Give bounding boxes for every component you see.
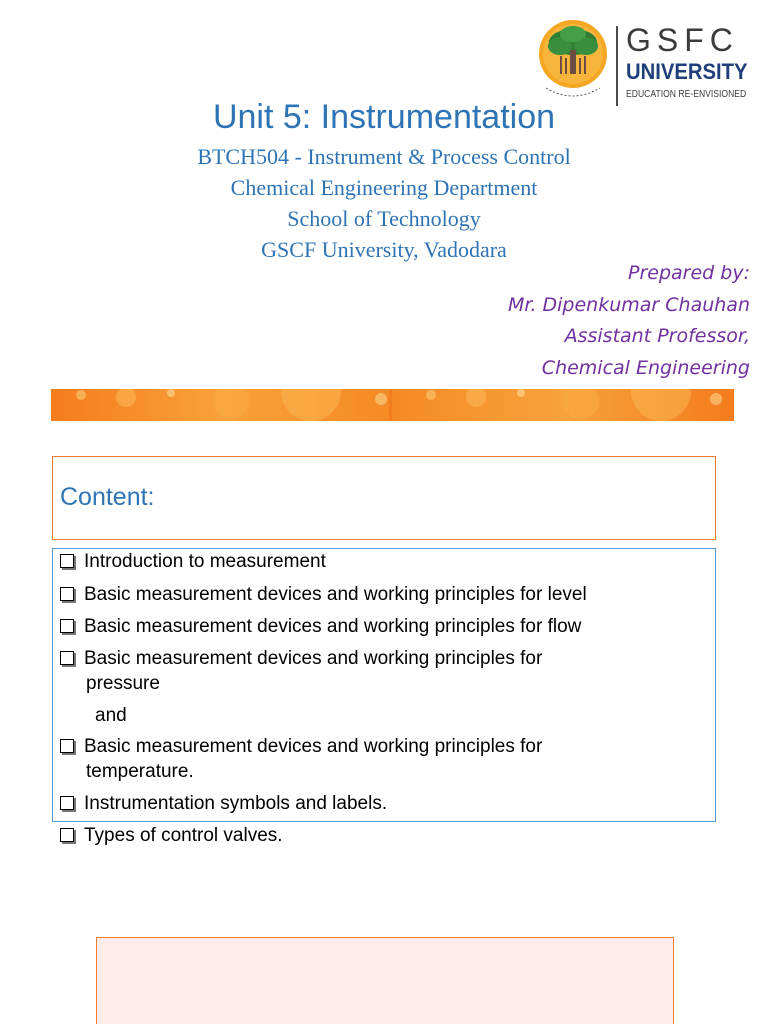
logo-tagline: EDUCATION RE-ENVISIONED	[626, 89, 747, 100]
university-line: GSCF University, Vadodara	[261, 237, 507, 262]
author-designation: Assistant Professor,	[564, 325, 750, 347]
checkbox-bullet-icon	[60, 619, 74, 633]
page-title: Unit 5: Instrumentation	[212, 98, 556, 136]
list-item: Introduction to measurement	[60, 549, 326, 574]
list-item-continuation: pressure	[86, 673, 160, 694]
list-item: Types of control valves.	[60, 823, 283, 848]
list-item: Basic measurement devices and working principles for	[60, 646, 542, 671]
checkbox-bullet-icon	[60, 587, 74, 601]
list-item: Basic measurement devices and working principles for flow	[60, 614, 581, 639]
list-item: Basic measurement devices and working principles for	[60, 734, 542, 759]
list-item-continuation: and	[95, 705, 127, 726]
author-name: Mr. Dipenkumar Chauhan	[507, 293, 750, 316]
author-department: Chemical Engineering	[541, 356, 750, 379]
department-line: Chemical Engineering Department	[230, 175, 538, 200]
checkbox-bullet-icon	[60, 651, 74, 665]
checkbox-bullet-icon	[60, 739, 74, 753]
school-line: School of Technology	[287, 206, 481, 231]
decorative-banner	[51, 389, 734, 421]
subtitle-block	[0, 141, 768, 265]
checkbox-bullet-icon	[60, 796, 74, 810]
content-heading-box	[52, 456, 716, 540]
checkbox-bullet-icon	[60, 828, 74, 842]
prepared-by-block	[508, 258, 750, 384]
list-item: Instrumentation symbols and labels.	[60, 791, 387, 816]
logo-brand: GSFC	[626, 22, 739, 58]
gsfc-university-logo	[538, 16, 748, 108]
list-item-continuation: temperature.	[86, 761, 194, 782]
logo-divider	[616, 26, 618, 106]
prepared-by-label: Prepared by:	[628, 262, 750, 284]
bottom-box	[96, 937, 674, 1024]
logo-university: UNIVERSITY	[626, 59, 748, 84]
course-line: BTCH504 - Instrument & Process Control	[197, 144, 571, 169]
banyan-tree-icon	[538, 16, 608, 108]
list-item: Basic measurement devices and working principles for level	[60, 582, 587, 607]
content-heading: Content:	[60, 483, 155, 511]
checkbox-bullet-icon	[60, 554, 74, 568]
